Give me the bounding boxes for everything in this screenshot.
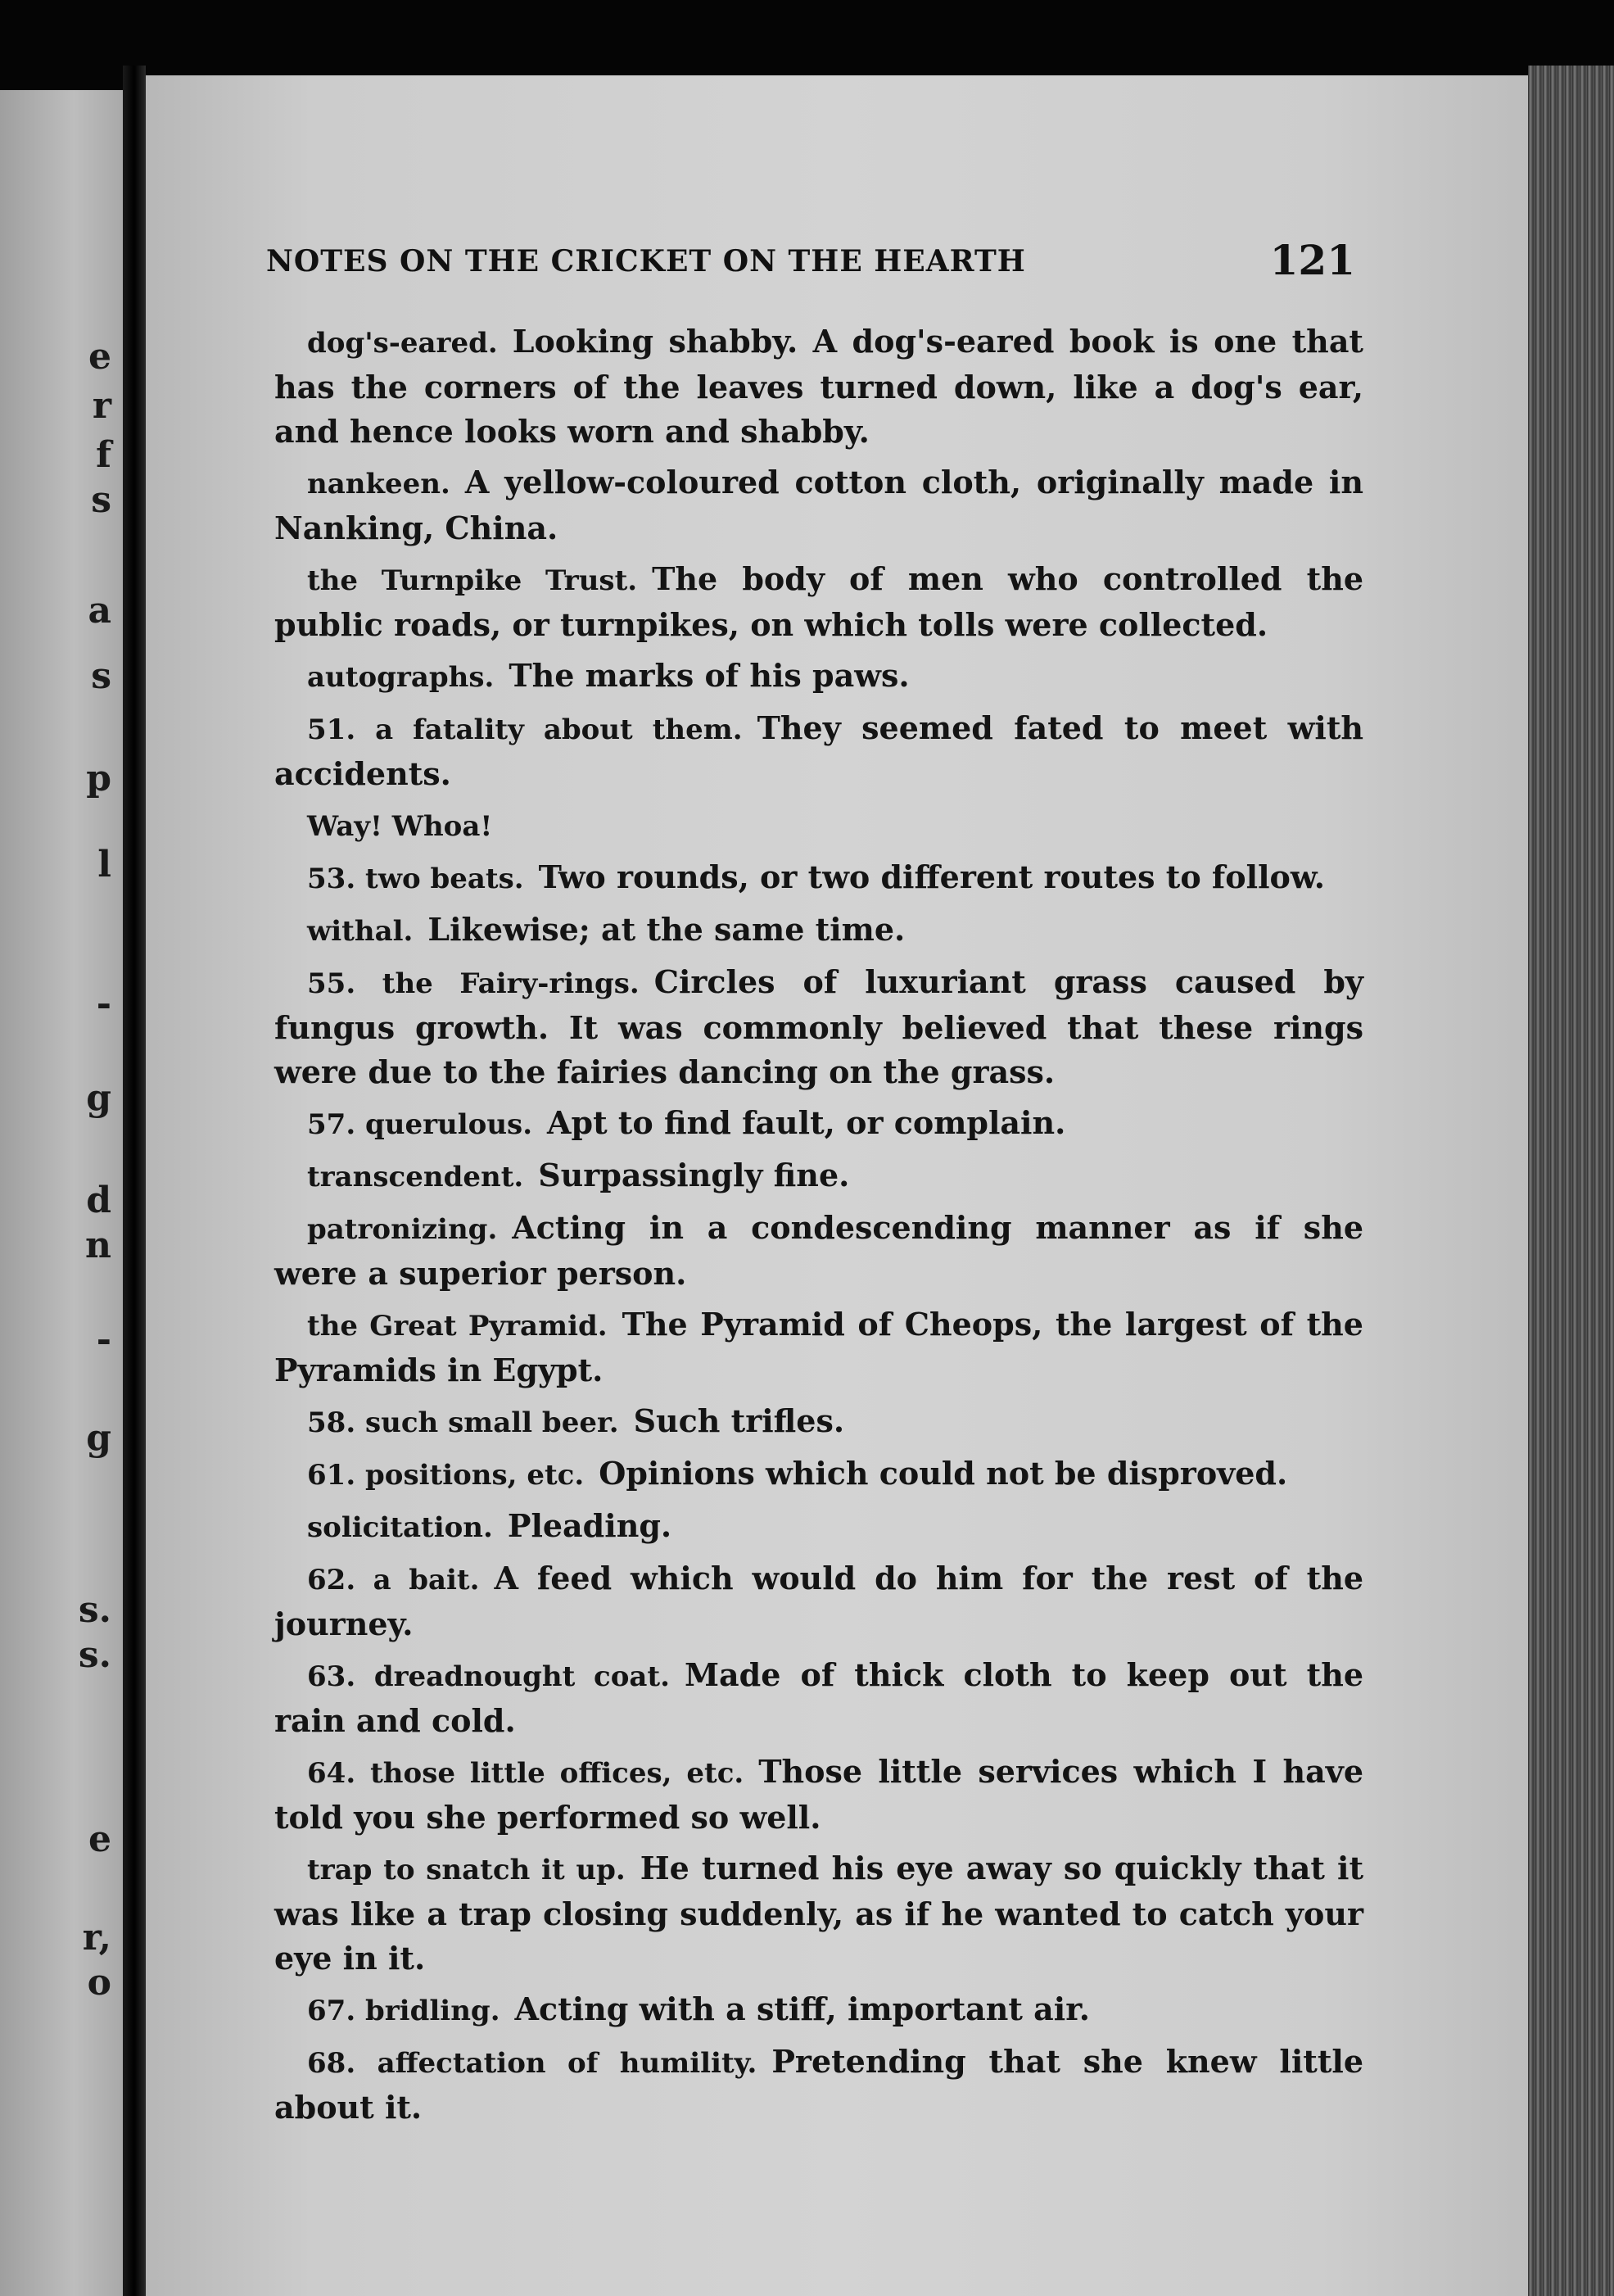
note-definition: They seemed fated to meet with accidents.: [274, 709, 1363, 792]
note-term: solicitation.: [307, 1511, 493, 1544]
note-definition: Two rounds, or two different routes to follow.: [538, 858, 1325, 895]
left-page-fragment: p: [86, 758, 111, 799]
notes-list: [274, 319, 1363, 2136]
note-entry: [274, 855, 1363, 901]
note-definition: Pretending that she knew little about it.: [274, 2043, 1363, 2126]
note-term: transcendent.: [307, 1161, 524, 1193]
left-page-fragment: -: [96, 983, 111, 1025]
note-term: 63. dreadnought coat.: [307, 1660, 670, 1693]
left-page-fragment: g: [86, 1417, 111, 1459]
note-definition: Surpassingly fine.: [538, 1157, 850, 1193]
note-term: 53. two beats.: [307, 863, 524, 895]
adjacent-left-page: [0, 90, 123, 2296]
left-page-fragment: r,: [82, 1917, 111, 1959]
left-page-fragment: r: [92, 385, 111, 427]
note-term: withal.: [307, 915, 414, 948]
note-definition: Such trifles.: [633, 1402, 845, 1439]
page-number: 121: [1269, 236, 1355, 284]
left-page-fragment: a: [88, 590, 111, 632]
left-page-fragment: s: [91, 479, 111, 521]
note-entry: [274, 1653, 1363, 1743]
page-edge-stack: [1528, 66, 1614, 2296]
book-gutter: [123, 66, 146, 2296]
note-term: autographs.: [307, 661, 495, 694]
note-definition: He turned his eye away so quickly that it was like a trap closing suddenly, as if he wanted to catch your eye in it.: [274, 1850, 1364, 1977]
note-definition: Acting in a condescending manner as if she were a superior person.: [274, 1209, 1363, 1292]
note-definition: Likewise; at the same time.: [427, 911, 906, 948]
note-term: 61. positions, etc.: [307, 1459, 585, 1492]
left-page-fragment: d: [86, 1180, 111, 1221]
note-entry: [274, 1556, 1363, 1646]
left-page-fragment: g: [86, 1077, 111, 1119]
note-entry: [274, 557, 1363, 647]
note-entry: [274, 1206, 1363, 1296]
note-term: Way! Whoa!: [307, 810, 493, 843]
note-term: trap to snatch it up.: [307, 1854, 626, 1886]
note-entry: [274, 1750, 1363, 1840]
note-entry: [274, 803, 1363, 849]
left-page-fragment: s: [91, 655, 111, 697]
note-entry: [274, 1846, 1363, 1981]
note-definition: The body of men who controlled the public roads, or turnpikes, on which tolls were collected.: [274, 560, 1363, 643]
left-page-fragment: e: [88, 1818, 111, 1860]
note-definition: A feed which would do him for the rest of the journey.: [274, 1560, 1364, 1642]
note-entry: [274, 1451, 1363, 1497]
note-definition: Made of thick cloth to keep out the rain and cold.: [274, 1656, 1364, 1739]
left-page-fragment: -: [96, 1319, 111, 1361]
note-entry: [274, 960, 1363, 1094]
note-definition: Circles of luxuriant grass caused by fungus growth. It was commonly believed that these rings were due to the fairies dancing on the grass.: [274, 963, 1363, 1090]
note-entry: [274, 319, 1363, 454]
note-definition: Apt to find fault, or complain.: [547, 1104, 1066, 1141]
note-entry: [274, 1153, 1363, 1199]
left-page-fragment: l: [97, 844, 111, 885]
note-entry: [274, 2040, 1363, 2130]
note-definition: A yellow-coloured cotton cloth, originally made in Nanking, China.: [274, 464, 1363, 546]
note-term: the Turnpike Trust.: [307, 564, 638, 597]
left-page-fragment: s.: [78, 1589, 111, 1631]
note-entry: [274, 1504, 1363, 1550]
running-title: NOTES ON THE CRICKET ON THE HEARTH: [266, 244, 1026, 279]
note-term: 51. a fatality about them.: [307, 713, 743, 746]
note-term: 62. a bait.: [307, 1564, 480, 1596]
note-entry: [274, 1399, 1363, 1445]
note-entry: [274, 1987, 1363, 2033]
note-term: dog's-eared.: [307, 327, 498, 360]
note-definition: Opinions which could not be disproved.: [599, 1455, 1288, 1492]
note-entry: [274, 1101, 1363, 1147]
left-page-fragment: n: [85, 1225, 111, 1266]
note-entry: [274, 460, 1363, 550]
note-term: 64. those little offices, etc.: [307, 1757, 744, 1790]
note-definition: The Pyramid of Cheops, the largest of the Pyramids in Egypt.: [274, 1306, 1363, 1388]
note-entry: [274, 654, 1363, 700]
note-definition: Pleading.: [507, 1507, 672, 1544]
note-definition: Acting with a stiff, important air.: [514, 1990, 1090, 2027]
note-definition: Looking shabby. A dog's-eared book is one that has the corners of the leaves turned down, like a dog's ear, and hence looks worn and shabby.: [274, 323, 1363, 450]
note-term: 57. querulous.: [307, 1108, 533, 1141]
note-term: the Great Pyramid.: [307, 1310, 608, 1343]
left-page-fragment: e: [88, 336, 111, 378]
note-term: 58. such small beer.: [307, 1406, 619, 1439]
left-page-fragment: o: [87, 1962, 111, 2004]
note-term: 67. bridling.: [307, 1995, 500, 2027]
running-header: [266, 236, 1355, 293]
note-definition: The marks of his paws.: [509, 657, 910, 694]
note-term: 55. the Fairy-rings.: [307, 967, 640, 1000]
note-entry: [274, 1302, 1363, 1393]
note-term: 68. affectation of humility.: [307, 2047, 757, 2080]
left-page-fragment: f: [96, 434, 111, 476]
note-entry: [274, 706, 1363, 796]
note-definition: Those little services which I have told you she performed so well.: [274, 1753, 1363, 1836]
note-entry: [274, 908, 1363, 953]
note-term: patronizing.: [307, 1213, 498, 1246]
note-term: nankeen.: [307, 468, 450, 500]
left-page-fragment: s.: [78, 1634, 111, 1676]
